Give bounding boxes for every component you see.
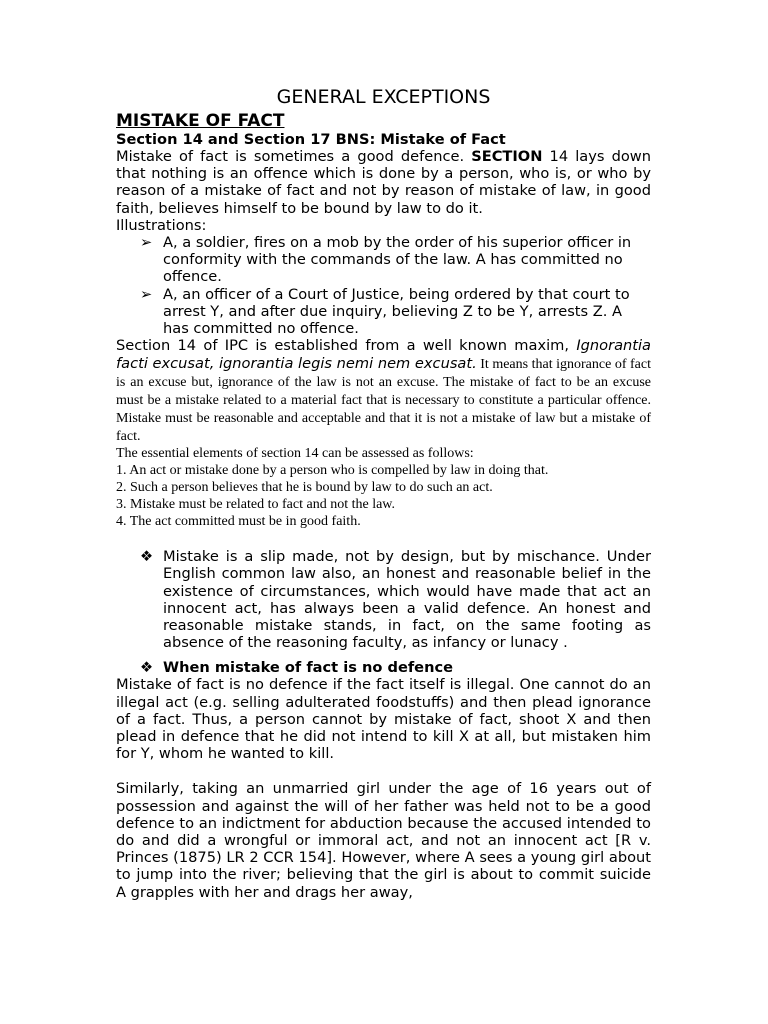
element-item: 2. Such a person believes that he is bound by law to do such an act. xyxy=(116,480,493,496)
illustration-item xyxy=(116,286,651,338)
mistake-bullet-item xyxy=(116,548,651,651)
element-item: 1. An act or mistake done by a person who is compelled by law in doing that. xyxy=(116,463,549,479)
intro-text-continued: 14 lays down that nothing is an offence which is done by a person, who is, or who by reason of a mistake of fact and not by reason of mistake of law, in good faith, believes himself to be bound by law to do it. xyxy=(116,148,651,217)
arrow-bullet-icon: ➢ xyxy=(140,285,153,303)
section-heading: MISTAKE OF FACT xyxy=(116,111,285,131)
elements-intro: The essential elements of section 14 can be assessed as follows: xyxy=(116,446,474,462)
maxim-explanation-text: It means that ignorance of fact is an excuse but, ignorance of the law is not an excuse. The mistake of fact to be an excuse must be a mistake related to a material fact that is necessary to constitute a particular offence. Mistake must be reasonable and acceptable and that it is not a mistake of law but a mistake of fact. xyxy=(116,357,651,445)
arrow-bullet-icon: ➢ xyxy=(140,234,153,252)
section-subheading: Section 14 and Section 17 BNS: Mistake of Fact xyxy=(116,131,506,148)
illustration-text: A, a soldier, fires on a mob by the order of his superior officer in conformity with the commands of the law. A has committed no offence. xyxy=(163,234,632,286)
no-defence-heading-item xyxy=(116,659,651,676)
intro-text: Mistake of fact is sometimes a good defence. xyxy=(116,148,472,165)
diamond-bullet-icon: ❖ xyxy=(140,659,154,677)
element-item: 4. The act committed must be in good faith. xyxy=(116,514,361,530)
maxim-lead-text: Section 14 of IPC is established from a well known maxim, xyxy=(116,337,577,355)
intro-paragraph xyxy=(116,148,651,217)
element-item: 3. Mistake must be related to fact and not the law. xyxy=(116,497,396,513)
maxim-italic-text: Ignorantia facti excusat, ignorantia legis nemi nem excusat. xyxy=(116,337,651,373)
diamond-bullet-icon: ❖ xyxy=(140,548,154,566)
page-title: GENERAL EXCEPTIONS xyxy=(276,86,491,108)
no-defence-paragraph: Mistake of fact is no defence if the fact itself is illegal. One cannot do an illegal act (e.g. selling adulterated foodstuffs) and then plead ignorance of a fact. Thus, a person cannot by mistake of fact, shoot X and then plead in defence that he did not intend to kill X at all, but mistaken him for Y, whom he wanted to kill. xyxy=(116,676,651,763)
illustrations-label: Illustrations: xyxy=(116,216,207,234)
maxim-paragraph xyxy=(116,337,651,445)
illustration-text: A, an officer of a Court of Justice, being ordered by that court to arrest Y, and after due inquiry, believing Z to be Y, arrests Z. A has committed no offence. xyxy=(163,285,630,338)
intro-bold-text: SECTION xyxy=(471,148,543,165)
no-defence-heading: When mistake of fact is no defence xyxy=(163,659,454,677)
illustration-item xyxy=(116,234,651,286)
similarly-paragraph: Similarly, taking an unmarried girl under the age of 16 years out of possession and against the will of her father was held not to be a good defence to an indictment for abduction because the accused intended to do and did a wrongful or immoral act, and not an innocent act [R v. Princes (1875) LR 2 CCR 154]. However, where A sees a young girl about to jump into the river; believing that the girl is about to commit suicide A grapples with her and drags her away, xyxy=(116,780,651,901)
document-page xyxy=(116,86,651,901)
mistake-bullet-text: Mistake is a slip made, not by design, but by mischance. Under English common law also, an honest and reasonable belief in the existence of circumstances, which would have made that act an innocent act, has always been a valid defence. An honest and reasonable mistake stands, in fact, on the same footing as absence of the reasoning faculty, as infancy or lunacy . xyxy=(163,548,651,652)
